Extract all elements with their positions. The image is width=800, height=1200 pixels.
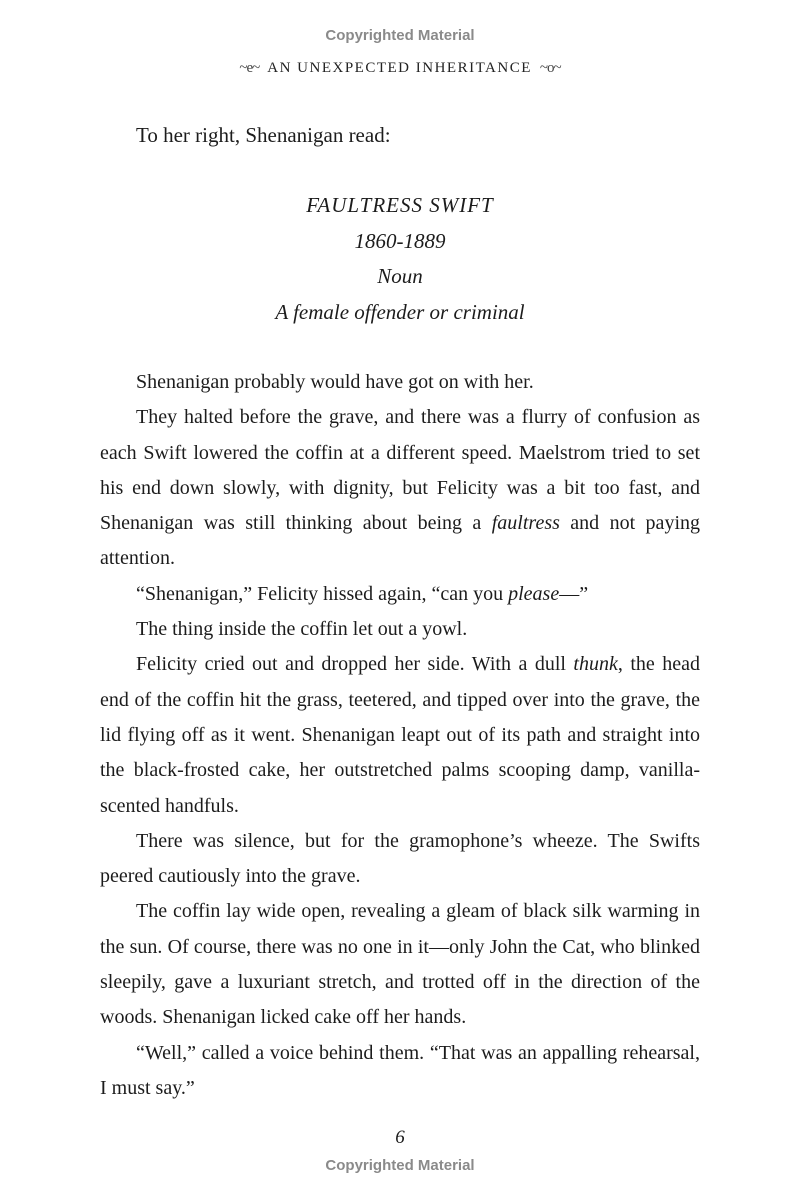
running-head — [0, 60, 800, 77]
definition-part-of-speech: Noun — [377, 264, 423, 288]
paragraph: The coffin lay wide open, revealing a gleam of black silk warming in the sun. Of course, there was no one in it—only John the Cat, who blinked sleepily, gave a luxuriant stretch, and trotted off in the direction of the woods. Shenanigan licked cake off her hands. — [100, 900, 700, 1029]
running-head-title: AN UNEXPECTED INHERITANCE — [267, 60, 532, 76]
intro-line: To her right, Shenanigan read: — [136, 123, 391, 147]
definition-dates: 1860-1889 — [354, 228, 446, 253]
watermark-top: Copyrighted Material — [325, 27, 475, 44]
definition-name: FAULTRESS SWIFT — [306, 193, 494, 217]
definition-meaning: A female offender or criminal — [275, 299, 525, 324]
paragraph: Felicity cried out and dropped her side. With a dull thunk, the head end of the coffin hit the grass, teetered, and tipped over into the grave, the lid flying off as it went. Shenanigan leapt out of its path and straight into the black-frosted cake, her outstretched palms scooping damp, vanilla-scented handfuls. — [100, 653, 701, 817]
ornament-left-icon: ~e~ — [239, 60, 260, 76]
definition-block — [0, 188, 800, 330]
paragraph: They halted before the grave, and there was a flurry of confusion as each Swift lowered the coffin at a different speed. Maelstrom tried to set his end down slowly, with dignity, but Felicity was a bit too fast, and Shenanigan was still thinking about being a faultress and not paying attention. — [100, 406, 700, 570]
paragraph: “Well,” called a voice behind them. “That was an appalling rehearsal, I must say.” — [100, 1041, 700, 1099]
paragraph: The thing inside the coffin let out a yowl. — [136, 618, 468, 641]
ornament-right-icon: ~o~ — [539, 60, 561, 76]
watermark-bottom: Copyrighted Material — [325, 1157, 475, 1174]
body-text — [100, 365, 700, 1106]
page-number: 6 — [395, 1127, 405, 1148]
paragraph: “Shenanigan,” Felicity hissed again, “can you please—” — [136, 582, 589, 605]
paragraph: Shenanigan probably would have got on with her. — [136, 371, 534, 393]
paragraph: There was silence, but for the gramophone’s wheeze. The Swifts peered cautiously into the grave. — [100, 829, 700, 888]
